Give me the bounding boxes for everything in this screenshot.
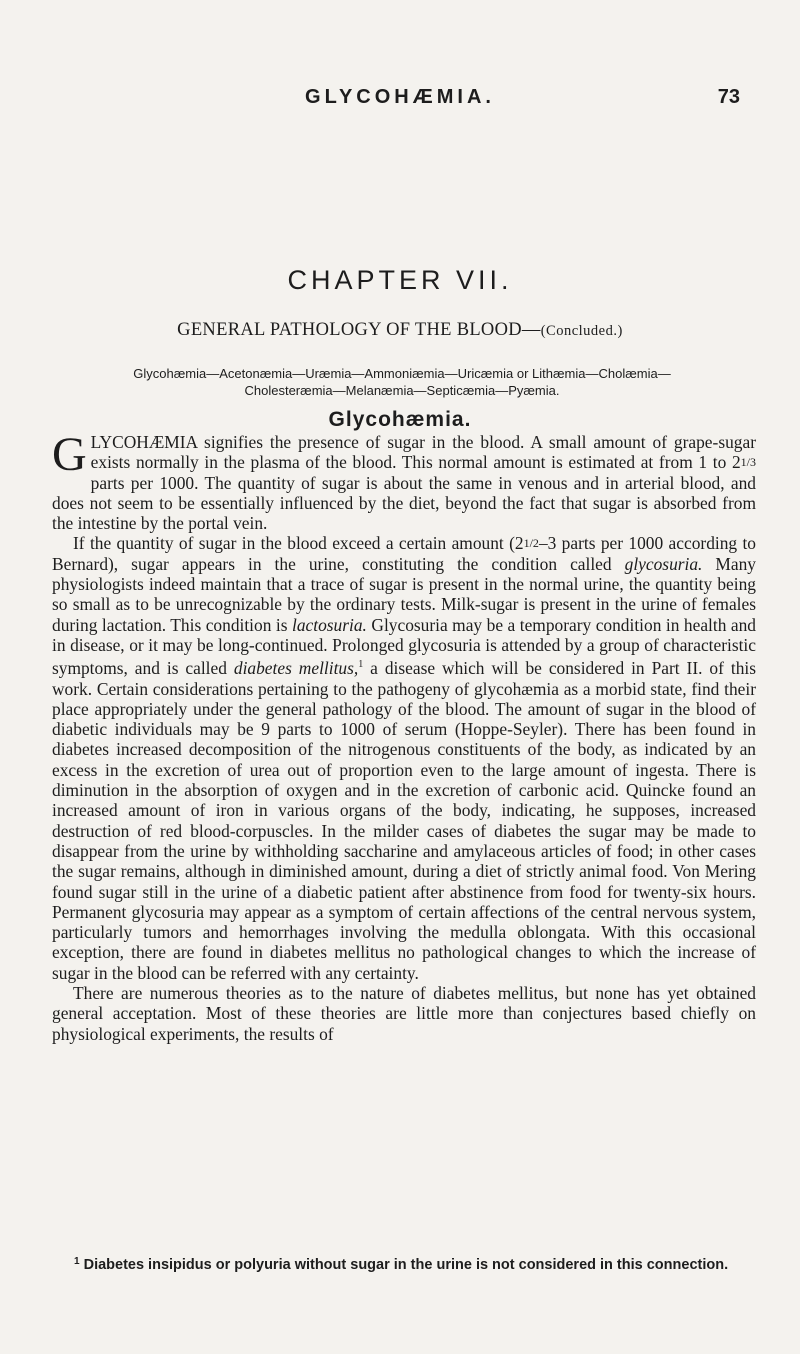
page-number: 73	[717, 86, 740, 108]
topics-line-1: Glycohæmia—Acetonæmia—Uræmia—Ammoniæmia—Uricæmia or Lithæmia—Cholæmia—	[133, 366, 671, 381]
topics-line-2: Cholesteræmia—Melanæmia—Septicæmia—Pyæmia.	[244, 383, 560, 398]
p1-text-a: LYCOHÆMIA signifies the presence of sugar in the blood. A small amount of grape-sugar exists normally in the plasma of the blood. This normal amount is estimated at from 1 to 2	[90, 432, 756, 473]
fraction-one-third: 1/3	[740, 455, 756, 470]
p2-text-b: –3 parts per 1000 according to Bernard), sugar appears in the urine, constituting the condition called	[52, 533, 756, 574]
footnote-mark: 1	[74, 1256, 80, 1267]
paragraph-3: There are numerous theories as to the nature of diabetes mellitus, but none has yet obtained general acceptation. Most of these theories are little more than conjectures based chiefly on physiological experiments, the results of	[52, 983, 756, 1044]
p2-text-a: If the quantity of sugar in the blood exceed a certain amount (2	[73, 533, 524, 554]
chapter-title: CHAPTER VII.	[287, 265, 513, 295]
paragraph-1	[52, 428, 756, 534]
paragraph-2	[52, 533, 756, 983]
term-glycosuria: glycosuria.	[624, 553, 703, 574]
section-title	[0, 320, 800, 341]
footnote-reference: 1	[358, 659, 364, 671]
p2-text-c: Many physiologists indeed maintain that a trace of sugar is present in the normal urine, the quantity being so small as to be unrecognizable by the ordinary tests. Milk-sugar is present in the urine of females during lactation. This condition is	[52, 553, 757, 635]
p2-text-e: a disease which will be considered in Part II. of this work. Certain considerations pertaining to the pathogeny of glycohæmia as a morbid state, find their place appropriately under the general pathology of the blood. The amount of sugar in the blood of diabetic individuals may be 9 parts to 1000 of serum (Hoppe-Seyler). There has been found in diabetes increased decomposition of the nitrogenous constituents of the body, as indicated by an excess in the excretion of urea out of proportion even to the large amount of ingesta. There is diminution in the absorption of oxygen and in the excretion of carbonic acid. Quincke found an increased amount of iron in various organs of the body, indicating, he supposes, increased destruction of red blood-corpuscles. In the milder cases of diabetes the sugar may be made to disappear from the urine by withholding saccharine and amylaceous articles of food; in other cases the sugar remains, although in diminished amount, during a diet of strictly animal food. Von Mering found sugar still in the urine of a diabetic patient after abstinence from food for twenty-six hours. Permanent glycosuria may appear as a symptom of certain affections of the central nervous system, particularly tumors and hemorrhages involving the medulla oblongata. With this occasional exception, there are found in diabetes mellitus no pathological changes to which the increase of sugar in the blood can be referred with any certainty.	[52, 658, 756, 983]
subheading: Glycohæmia.	[328, 408, 472, 431]
section-title-concluded: (Concluded.)	[540, 323, 623, 339]
term-lactosuria: lactosuria.	[292, 614, 367, 635]
running-header	[0, 86, 800, 116]
footnote	[52, 1253, 756, 1274]
fraction-one-half: 1/2	[523, 536, 539, 551]
p2-text-d: Glycosuria may be a temporary condition in health and in disease, or it may be long-continued. Prolonged glycosuria is attended by a group of characteristic symptoms, and is called	[52, 614, 756, 679]
chapter-topics	[52, 365, 752, 399]
section-title-main: GENERAL PATHOLOGY OF THE BLOOD—	[177, 320, 541, 340]
term-diabetes-mellitus: diabetes mellitus,	[233, 658, 359, 679]
footnote-text: Diabetes insipidus or polyuria without sugar in the urine is not considered in this connection.	[79, 1257, 729, 1273]
drop-cap: G	[52, 428, 87, 481]
body-text	[52, 428, 757, 1044]
p1-text-b: parts per 1000. The quantity of sugar is about the same in venous and in arterial blood, and does not seem to be essentially influenced by the diet, beyond the fact that sugar is absorbed from the intestine by the portal vein.	[52, 472, 756, 534]
running-title: GLYCOHÆMIA.	[305, 86, 495, 108]
